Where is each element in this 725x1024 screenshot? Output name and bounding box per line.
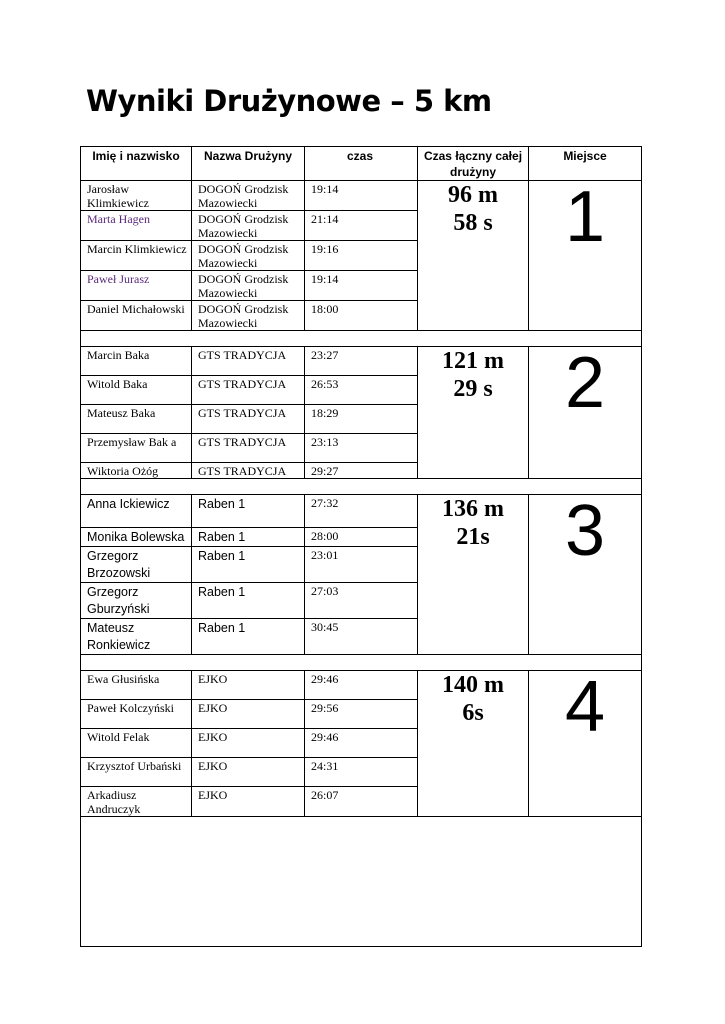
team-name: Raben 1: [192, 583, 305, 619]
team-total-time: [418, 347, 529, 479]
team-name: DOGOŃ Grodzisk Mazowiecki: [192, 301, 305, 331]
table-row: [81, 495, 642, 528]
athlete-time: 18:00: [305, 301, 418, 331]
team-name: EJKO: [192, 671, 305, 700]
team-name: Raben 1: [192, 547, 305, 583]
athlete-name: Arkadiusz Andruczyk: [81, 787, 192, 817]
team-name: DOGOŃ Grodzisk Mazowiecki: [192, 181, 305, 211]
header-total: Czas łączny całej drużyny: [418, 147, 529, 181]
athlete-time: 29:56: [305, 700, 418, 729]
athlete-name: Anna Ickiewicz: [81, 495, 192, 528]
team-name: Raben 1: [192, 528, 305, 547]
athlete-time: 19:14: [305, 181, 418, 211]
header-name: Imię i nazwisko: [81, 147, 192, 181]
total-minutes: 136 m: [442, 496, 504, 522]
athlete-time: 24:31: [305, 758, 418, 787]
athlete-name: Grzegorz Gburzyński: [81, 583, 192, 619]
team-place: 1: [529, 181, 642, 331]
athlete-time: 29:46: [305, 729, 418, 758]
team-name: DOGOŃ Grodzisk Mazowiecki: [192, 241, 305, 271]
athlete-time: 23:13: [305, 434, 418, 463]
athlete-name: Mateusz Baka: [81, 405, 192, 434]
results-table: [80, 146, 642, 947]
athlete-time: 27:32: [305, 495, 418, 528]
athlete-time: 28:00: [305, 528, 418, 547]
team-name: GTS TRADYCJA: [192, 405, 305, 434]
total-minutes: 140 m: [442, 672, 504, 698]
page-title: Wyniki Drużynowe – 5 km: [86, 84, 492, 118]
team-place: 3: [529, 495, 642, 655]
athlete-name: Grzegorz Brzozowski: [81, 547, 192, 583]
spacer-row: [81, 655, 642, 671]
total-seconds: 6s: [462, 700, 484, 726]
athlete-name: Krzysztof Urbański: [81, 758, 192, 787]
athlete-name: Przemysław Bak a: [81, 434, 192, 463]
athlete-time: 19:16: [305, 241, 418, 271]
athlete-time: 19:14: [305, 271, 418, 301]
athlete-name: Marcin Baka: [81, 347, 192, 376]
team-total-time: [418, 671, 529, 817]
team-place: 2: [529, 347, 642, 479]
team-name: DOGOŃ Grodzisk Mazowiecki: [192, 211, 305, 241]
team-place: 4: [529, 671, 642, 817]
team-name: GTS TRADYCJA: [192, 347, 305, 376]
athlete-name: Monika Bolewska: [81, 528, 192, 547]
team-name: GTS TRADYCJA: [192, 463, 305, 479]
athlete-time: 29:46: [305, 671, 418, 700]
athlete-name: Daniel Michałowski: [81, 301, 192, 331]
athlete-time: 21:14: [305, 211, 418, 241]
athlete-time: 26:53: [305, 376, 418, 405]
athlete-name: Jarosław Klimkiewicz: [81, 181, 192, 211]
total-minutes: 96 m: [448, 182, 498, 208]
empty-row: [81, 817, 642, 947]
total-minutes: 121 m: [442, 348, 504, 374]
table-row: [81, 347, 642, 376]
spacer-row: [81, 479, 642, 495]
athlete-time: 29:27: [305, 463, 418, 479]
athlete-name: Marcin Klimkiewicz: [81, 241, 192, 271]
athlete-name: Witold Felak: [81, 729, 192, 758]
spacer-row: [81, 331, 642, 347]
header-place: Miejsce: [529, 147, 642, 181]
athlete-name: Paweł Kolczyński: [81, 700, 192, 729]
team-name: GTS TRADYCJA: [192, 376, 305, 405]
team-name: EJKO: [192, 729, 305, 758]
team-name: GTS TRADYCJA: [192, 434, 305, 463]
team-name: Raben 1: [192, 619, 305, 655]
header-team: Nazwa Drużyny: [192, 147, 305, 181]
team-name: Raben 1: [192, 495, 305, 528]
athlete-name: Ewa Głusińska: [81, 671, 192, 700]
team-name: EJKO: [192, 787, 305, 817]
total-seconds: 58 s: [453, 210, 493, 236]
athlete-time: 23:27: [305, 347, 418, 376]
total-seconds: 29 s: [453, 376, 493, 402]
athlete-name: Paweł Jurasz: [81, 271, 192, 301]
team-name: EJKO: [192, 700, 305, 729]
header-row: [81, 147, 642, 181]
athlete-time: 18:29: [305, 405, 418, 434]
header-time: czas: [305, 147, 418, 181]
athlete-time: 30:45: [305, 619, 418, 655]
total-seconds: 21s: [456, 524, 490, 550]
team-total-time: [418, 495, 529, 655]
table-row: [81, 671, 642, 700]
table-row: [81, 181, 642, 211]
athlete-time: 26:07: [305, 787, 418, 817]
athlete-name: Witold Baka: [81, 376, 192, 405]
team-name: DOGOŃ Grodzisk Mazowiecki: [192, 271, 305, 301]
team-name: EJKO: [192, 758, 305, 787]
athlete-name: Mateusz Ronkiewicz: [81, 619, 192, 655]
athlete-time: 23:01: [305, 547, 418, 583]
athlete-time: 27:03: [305, 583, 418, 619]
athlete-name: Wiktoria Ożóg: [81, 463, 192, 479]
team-total-time: [418, 181, 529, 331]
athlete-name: Marta Hagen: [81, 211, 192, 241]
